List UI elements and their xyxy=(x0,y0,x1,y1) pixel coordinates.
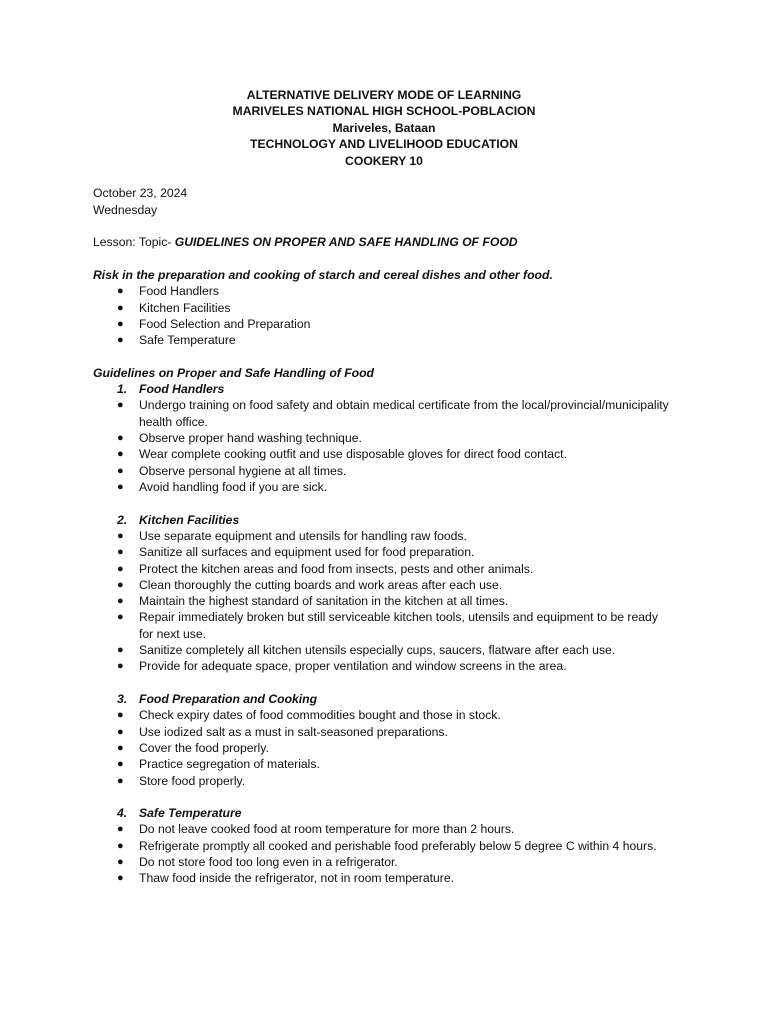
section-list-safe-temperature xyxy=(93,821,673,886)
section-list-food-handlers xyxy=(93,397,673,495)
list-item: ● Protect the kitchen areas and food from insects, pests and other animals. xyxy=(117,561,534,576)
day-text: Wednesday xyxy=(93,202,158,217)
list-item: ● Wear complete cooking outfit and use disposable gloves for direct food contact. xyxy=(117,447,567,462)
bullet-icon: ● xyxy=(117,611,124,624)
list-item: ● Safe Temperature xyxy=(117,333,236,348)
list-item: ● Provide for adequate space, proper ventilation and window screens in the area. xyxy=(117,659,567,674)
bullet-icon: ● xyxy=(117,448,124,461)
bullet-icon: ● xyxy=(117,301,124,314)
list-item: ● Sanitize all surfaces and equipment used for food preparation. xyxy=(117,545,475,560)
list-item: ● Use iodized salt as a must in salt-seasoned preparations. xyxy=(117,724,448,739)
bullet-icon: ● xyxy=(117,839,124,852)
bullet-icon: ● xyxy=(117,709,124,722)
header-line-1: ALTERNATIVE DELIVERY MODE OF LEARNING xyxy=(246,88,522,102)
bullet-icon: ● xyxy=(117,562,124,575)
list-item: ● Food Selection and Preparation xyxy=(117,316,311,331)
bullet-icon: ● xyxy=(117,546,124,559)
header-line-5: COOKERY 10 xyxy=(345,153,423,168)
header-line-4: TECHNOLOGY AND LIVELIHOOD EDUCATION xyxy=(250,137,518,152)
list-item: ● Clean thoroughly the cutting boards and work areas after each use. xyxy=(117,577,503,592)
list-item: ● Repair immediately broken but still serviceable kitchen tools, utensils and equipment to be ready for next use. xyxy=(117,610,658,641)
bullet-icon: ● xyxy=(117,464,124,477)
list-item: ● Kitchen Facilities xyxy=(117,300,231,315)
list-item: ● Cover the food properly. xyxy=(117,740,269,755)
risk-list xyxy=(93,283,673,348)
list-item: ● Sanitize completely all kitchen utensils especially cups, saucers, flatware after each use. xyxy=(117,643,616,658)
bullet-icon: ● xyxy=(117,741,124,754)
guidelines-heading: Guidelines on Proper and Safe Handling of Food xyxy=(93,365,375,380)
list-item: ● Refrigerate promptly all cooked and perishable food preferably below 5 degree C within 4 hours. xyxy=(117,838,657,853)
list-item: ● Do not store food too long even in a refrigerator. xyxy=(117,855,398,870)
section-title-food-preparation: 3. Food Preparation and Cooking xyxy=(117,692,318,707)
bullet-icon: ● xyxy=(117,758,124,771)
date-text: October 23, 2024 xyxy=(93,186,188,201)
bullet-icon: ● xyxy=(117,334,124,347)
bullet-icon: ● xyxy=(117,872,124,885)
list-item: ● Thaw food inside the refrigerator, not in room temperature. xyxy=(117,871,455,886)
document-header xyxy=(93,87,675,169)
list-item: ● Observe personal hygiene at all times. xyxy=(117,463,347,478)
bullet-icon: ● xyxy=(117,774,124,787)
section-list-food-preparation xyxy=(93,707,673,788)
list-item: ● Observe proper hand washing technique. xyxy=(117,431,362,446)
list-item: ● Store food properly. xyxy=(117,773,246,788)
list-item: ● Check expiry dates of food commodities bought and those in stock. xyxy=(117,708,501,723)
list-item: ● Food Handlers xyxy=(117,284,219,299)
list-item: ● Do not leave cooked food at room temperature for more than 2 hours. xyxy=(117,822,515,837)
list-item: ● Maintain the highest standard of sanitation in the kitchen at all times. xyxy=(117,594,509,609)
risk-heading: Risk in the preparation and cooking of starch and cereal dishes and other food. xyxy=(93,268,553,283)
section-title-food-handlers: 1. Food Handlers xyxy=(117,382,225,397)
bullet-icon: ● xyxy=(117,529,124,542)
bullet-icon: ● xyxy=(117,480,124,493)
section-title-kitchen-facilities: 2. Kitchen Facilities xyxy=(117,512,240,527)
bullet-icon: ● xyxy=(117,823,124,836)
list-item: ● Avoid handling food if you are sick. xyxy=(117,479,328,494)
list-item: ● Use separate equipment and utensils for handling raw foods. xyxy=(117,528,467,543)
header-line-3: Mariveles, Bataan xyxy=(332,120,436,135)
bullet-icon: ● xyxy=(117,399,124,412)
bullet-icon: ● xyxy=(117,285,124,298)
lesson-prefix: Lesson: Topic- xyxy=(93,235,175,250)
bullet-icon: ● xyxy=(117,660,124,673)
section-list-kitchen-facilities xyxy=(93,528,673,675)
lesson-line xyxy=(93,234,673,250)
lesson-topic: GUIDELINES ON PROPER AND SAFE HANDLING OF FOOD xyxy=(174,235,518,250)
bullet-icon: ● xyxy=(117,317,124,330)
document-content xyxy=(93,87,673,887)
bullet-icon: ● xyxy=(117,856,124,869)
section-title-safe-temperature: 4. Safe Temperature xyxy=(117,806,242,821)
bullet-icon: ● xyxy=(117,725,124,738)
bullet-icon: ● xyxy=(117,578,124,591)
bullet-icon: ● xyxy=(117,432,124,445)
list-item: ● Undergo training on food safety and obtain medical certificate from the local/provincial/municipality health office. xyxy=(117,398,669,429)
bullet-icon: ● xyxy=(117,644,124,657)
list-item: ● Practice segregation of materials. xyxy=(117,757,320,772)
bullet-icon: ● xyxy=(117,595,124,608)
header-line-2: MARIVELES NATIONAL HIGH SCHOOL-POBLACION xyxy=(232,104,536,119)
